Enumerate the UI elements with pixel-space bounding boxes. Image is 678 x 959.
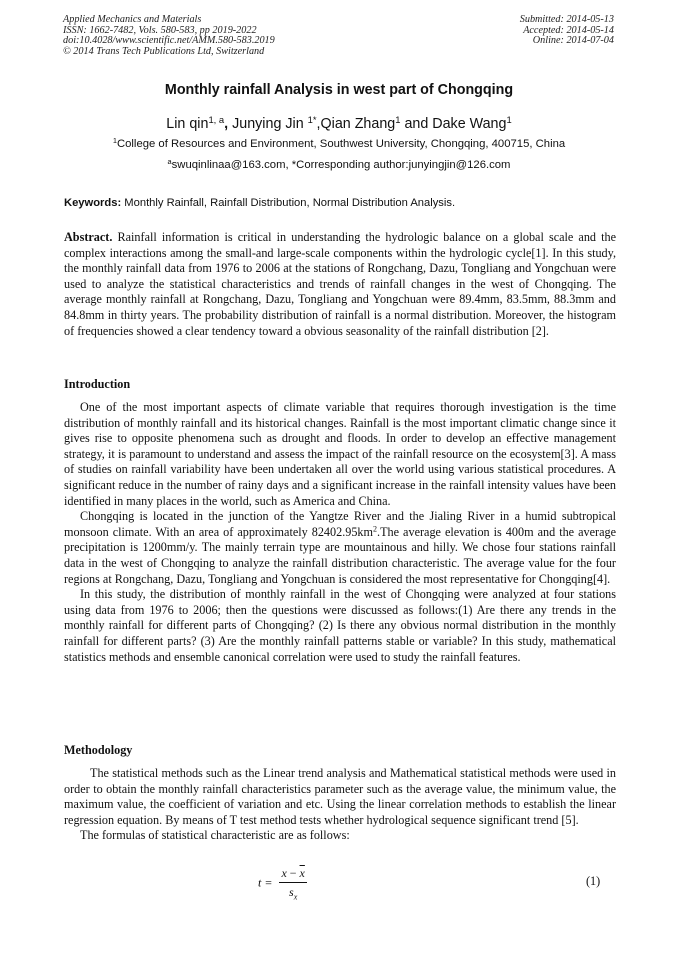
author-2-sup: 1* — [307, 113, 317, 125]
km2-sup: 2 — [373, 524, 378, 534]
dates-header — [520, 15, 614, 47]
methodology-paragraph-1: The statistical methods such as the Linear trend analysis and Mathematical statistical methods were used in order to obtain the monthly rainfall characteristics parameter such as the average value, the minimum value, the maximum value, the coefficient of variation and etc. Using the linear correlation methods to establish the linear regression equation. By means of T test method tests whether hydrological sequence significant trend [5]. — [64, 766, 616, 827]
keywords-text: Monthly Rainfall, Rainfall Distribution, Normal Distribution Analysis. — [121, 197, 456, 209]
formula-1 — [258, 866, 307, 901]
formula-denominator — [279, 883, 306, 901]
author-4-sup: 1 — [506, 113, 512, 125]
formula-s: s — [289, 885, 294, 899]
author-separator: , — [224, 116, 229, 132]
introduction-paragraph-3: In this study, the distribution of monthly rainfall in the west of Chongqing were analyzed at four stations using data from 1976 to 2006; then the questions were discussed as follows:(1) Are there any trends in the monthly rainfall for different parts of Chongqing? (2) Is there any obvious normal distribution in the monthly rainfall for different parts? (3) Are the monthly rainfall patterns stable or variable? In this study, mathematical statistics methods and ensemble canonical correlation were used to study the rainfall features. — [64, 587, 616, 664]
equation-number: (1) — [586, 874, 601, 888]
abstract — [64, 230, 616, 339]
methodology-heading: Methodology — [64, 743, 133, 757]
journal-name: Applied Mechanics and Materials — [63, 14, 202, 25]
formula-sub-x: x — [293, 892, 298, 902]
affiliation — [0, 135, 678, 150]
introduction-paragraph-2-b: .The average elevation is 400m and the average precipitation is 1200mm/y. The mainly terrain type are mountainous and hilly. We chose four stations rainfall data in the west of Chongqing to analyze the rainfall distribution characteristic. The average value for the four regions at Rongchang, Dazu, Tongliang and Yongchuan is considered the most representative for Chongqing[4]. — [64, 524, 616, 586]
author-1-sup: 1, a — [208, 113, 225, 125]
abstract-text: Rainfall information is critical in understanding the hydrologic balance on a global scale and the complex interactions among the small-and large-scale components within the hydrologic cycle[1]. In this study, the monthly rainfall data from 1976 to 2006 at the stations of Rongchang, Dazu, Tongliang and Yongchuan were used to analyze the statistical characteristics and trends of rainfall changes in the west of Chongqing. The average monthly rainfall at Rongchang, Dazu, Tongliang and Yongchuan were 89.4mm, 83.5mm, 88.3mm and 84.8mm in thirty years. The probability distribution of rainfall is a normal distribution. Moreover, the histogram of frequencies showed a clear tendency toward a obvious seasonality of the rainfall distribution [2]. — [64, 230, 616, 338]
formula-xbar: $\overline{x}$ — [299, 866, 305, 880]
abstract-label: Abstract. — [64, 230, 113, 244]
author-3-sup: 1 — [395, 113, 401, 125]
email-text: swuqinlinaa@163.com, *Corresponding author:junyingjin@126.com — [171, 159, 511, 171]
submitted-date: Submitted: 2014-05-13 — [519, 14, 614, 25]
keywords — [64, 197, 616, 209]
introduction-heading: Introduction — [64, 377, 131, 391]
author-3: ,Qian Zhang — [316, 116, 396, 132]
issn: ISSN: 1662-7482, Vols. 580-583, pp 2019-2022 — [63, 24, 257, 36]
email-sup: a — [167, 156, 172, 166]
methodology-body — [64, 766, 616, 844]
doi-link[interactable]: doi:10.4028/www.scientific.net/AMM.580-583.2019 — [63, 35, 275, 47]
online-date: Online: 2014-07-04 — [532, 35, 614, 47]
introduction-paragraph-2-a: Chongqing is located in the junction of the Yangtze River and the Jialing River in a humid subtropical monsoon climate. With an area of approximately 82402.95km — [64, 509, 616, 539]
affiliation-sup: 1 — [112, 135, 117, 145]
author-line — [0, 113, 678, 132]
formula-fraction — [279, 866, 306, 901]
formula-x: x — [281, 866, 287, 880]
author-2: Junying Jin — [228, 116, 308, 132]
formula-lhs: t = — [258, 875, 273, 890]
accepted-date: Accepted: 2014-05-14 — [523, 24, 614, 36]
introduction-body — [64, 400, 616, 665]
author-4: and Dake Wang — [400, 116, 507, 132]
methodology-paragraph-2: The formulas of statistical characteristic are as follows: — [80, 828, 350, 843]
journal-header — [63, 15, 275, 57]
author-1: Lin qin — [166, 116, 209, 132]
introduction-paragraph-1: One of the most important aspects of climate variable that requires thorough investigation is the time distribution of monthly rainfall and its historical changes. Rainfall is the most important climatic change since it gives rise to opposite phenomena such as drought and floods. In order to develop an effective management strategy, it is paramount to understand and assess the impact of the rainfall resource on the ecosystem[3]. A mass of studies on rainfall variability have been undertaken all over the world using various statistical procedures. A significant reduce in the number of rainy days and a significant increase in the rainfall intensity values have been identified in many places in the world, such as America and China. — [64, 400, 616, 508]
email-line — [0, 156, 678, 171]
introduction-paragraph-2 — [64, 509, 616, 587]
copyright: © 2014 Trans Tech Publications Ltd, Switzerland — [63, 45, 265, 57]
keywords-label: Keywords: — [64, 197, 122, 209]
affiliation-text: College of Resources and Environment, Southwest University, Chongqing, 400715, China — [116, 138, 566, 150]
formula-minus: − — [286, 866, 300, 880]
paper-title: Monthly rainfall Analysis in west part of Chongqing — [164, 82, 514, 98]
formula-numerator — [279, 866, 306, 883]
